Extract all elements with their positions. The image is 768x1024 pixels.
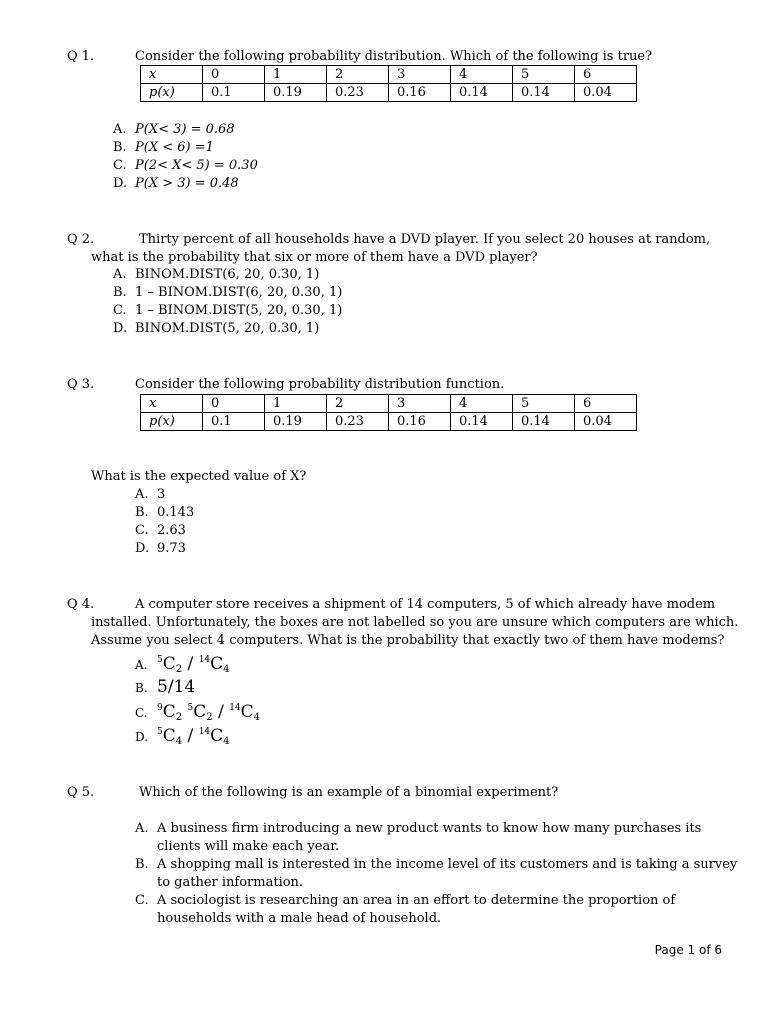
q1-question: Consider the following probability distribution. Which of the following is true? [135, 49, 653, 64]
q3-option-b[interactable]: B. 0.143 [135, 505, 195, 520]
q5-option-c-line2: households with a male head of household. [157, 911, 442, 926]
q2-option-a[interactable]: A. BINOM.DIST(6, 20, 0.30, 1) [113, 267, 320, 282]
x-header-cell: x [141, 66, 203, 84]
table-cell: 0.23 [327, 84, 389, 102]
q5-number: Q 5. [67, 785, 95, 800]
p-header-cell: p(x) [141, 413, 203, 431]
table-cell: 0.14 [513, 84, 575, 102]
q3-option-a[interactable]: A. 3 [135, 487, 166, 502]
table-cell: 0.16 [389, 413, 451, 431]
q3-number: Q 3. [67, 377, 95, 392]
table-cell: 1 [265, 66, 327, 84]
table-cell: 3 [389, 66, 451, 84]
q5-option-a[interactable]: A. A business firm introducing a new product wants to know how many purchases its [135, 821, 702, 836]
q2-question-line2: what is the probability that six or more of them have a DVD player? [91, 250, 538, 265]
q5-question: Which of the following is an example of a binomial experiment? [139, 785, 559, 800]
x-header-cell: x [141, 395, 203, 413]
q4-option-d[interactable]: D. $^5C_4 / ^{14}C_4$ [135, 726, 230, 747]
q1-number: Q 1. [67, 49, 95, 64]
table-row [141, 66, 637, 84]
table-cell: 0.1 [203, 84, 265, 102]
table-cell: 0.04 [575, 84, 637, 102]
q3-option-d[interactable]: D. 9.73 [135, 541, 186, 556]
q2-option-c[interactable]: C. 1 – BINOM.DIST(5, 20, 0.30, 1) [113, 303, 343, 318]
table-cell: 2 [327, 66, 389, 84]
table-cell: 0 [203, 395, 265, 413]
table-row [141, 84, 637, 102]
q2-question-line1: Thirty percent of all households have a DVD player. If you select 20 houses at random, [139, 232, 711, 247]
table-cell: 6 [575, 395, 637, 413]
q2-option-d[interactable]: D. BINOM.DIST(5, 20, 0.30, 1) [113, 321, 320, 336]
table-cell: 3 [389, 395, 451, 413]
table-cell: 4 [451, 395, 513, 413]
page-number: Page 1 of 6 [654, 943, 722, 957]
q1-distribution-table [140, 65, 637, 102]
q4-question-line3: Assume you select 4 computers. What is the probability that exactly two of them have modems? [91, 633, 725, 648]
q4-number: Q 4. [67, 597, 95, 612]
table-cell: 0.14 [451, 84, 513, 102]
table-cell: 4 [451, 66, 513, 84]
q4-question-line2: installed. Unfortunately, the boxes are not labelled so you are unsure which computers are which. [91, 615, 739, 630]
table-cell: 0.19 [265, 84, 327, 102]
q4-option-b[interactable]: B. 5/14 [135, 677, 196, 697]
table-cell: 0.16 [389, 84, 451, 102]
table-row [141, 413, 637, 431]
q1-option-a[interactable]: A. P(X< 3) = 0.68 [113, 122, 235, 137]
table-cell: 5 [513, 395, 575, 413]
table-cell: 2 [327, 395, 389, 413]
q5-option-b[interactable]: B. A shopping mall is interested in the income level of its customers and is taking a survey [135, 857, 738, 872]
table-cell: 0.19 [265, 413, 327, 431]
q3-distribution-table [140, 394, 637, 431]
table-cell: 0.1 [203, 413, 265, 431]
q4-option-c[interactable]: C. $^9C_2$ $^5C_2 / ^{14}C_4$ [135, 702, 261, 723]
table-cell: 0.14 [451, 413, 513, 431]
q2-number: Q 2. [67, 232, 95, 247]
table-cell: 5 [513, 66, 575, 84]
q2-option-b[interactable]: B. 1 – BINOM.DIST(6, 20, 0.30, 1) [113, 285, 343, 300]
table-cell: 0.04 [575, 413, 637, 431]
q5-option-a-line2: clients will make each year. [157, 839, 340, 854]
table-cell: 1 [265, 395, 327, 413]
q4-question-line1: A computer store receives a shipment of 14 computers, 5 of which already have modem [135, 597, 716, 612]
table-row [141, 395, 637, 413]
q4-option-a[interactable]: A. $^5C_2 / ^{14}C_4$ [135, 654, 230, 675]
q1-option-b[interactable]: B. P(X < 6) =1 [113, 140, 214, 155]
q3-option-c[interactable]: C. 2.63 [135, 523, 186, 538]
table-cell: 0.23 [327, 413, 389, 431]
q5-option-c[interactable]: C. A sociologist is researching an area in an effort to determine the proportion of [135, 893, 676, 908]
table-cell: 0 [203, 66, 265, 84]
table-cell: 6 [575, 66, 637, 84]
p-header-cell: p(x) [141, 84, 203, 102]
q1-option-c[interactable]: C. P(2< X< 5) = 0.30 [113, 158, 258, 173]
q1-option-d[interactable]: D. P(X > 3) = 0.48 [113, 176, 239, 191]
q5-option-b-line2: to gather information. [157, 875, 304, 890]
q3-followup: What is the expected value of X? [91, 469, 307, 484]
q3-question: Consider the following probability distribution function. [135, 377, 505, 392]
table-cell: 0.14 [513, 413, 575, 431]
